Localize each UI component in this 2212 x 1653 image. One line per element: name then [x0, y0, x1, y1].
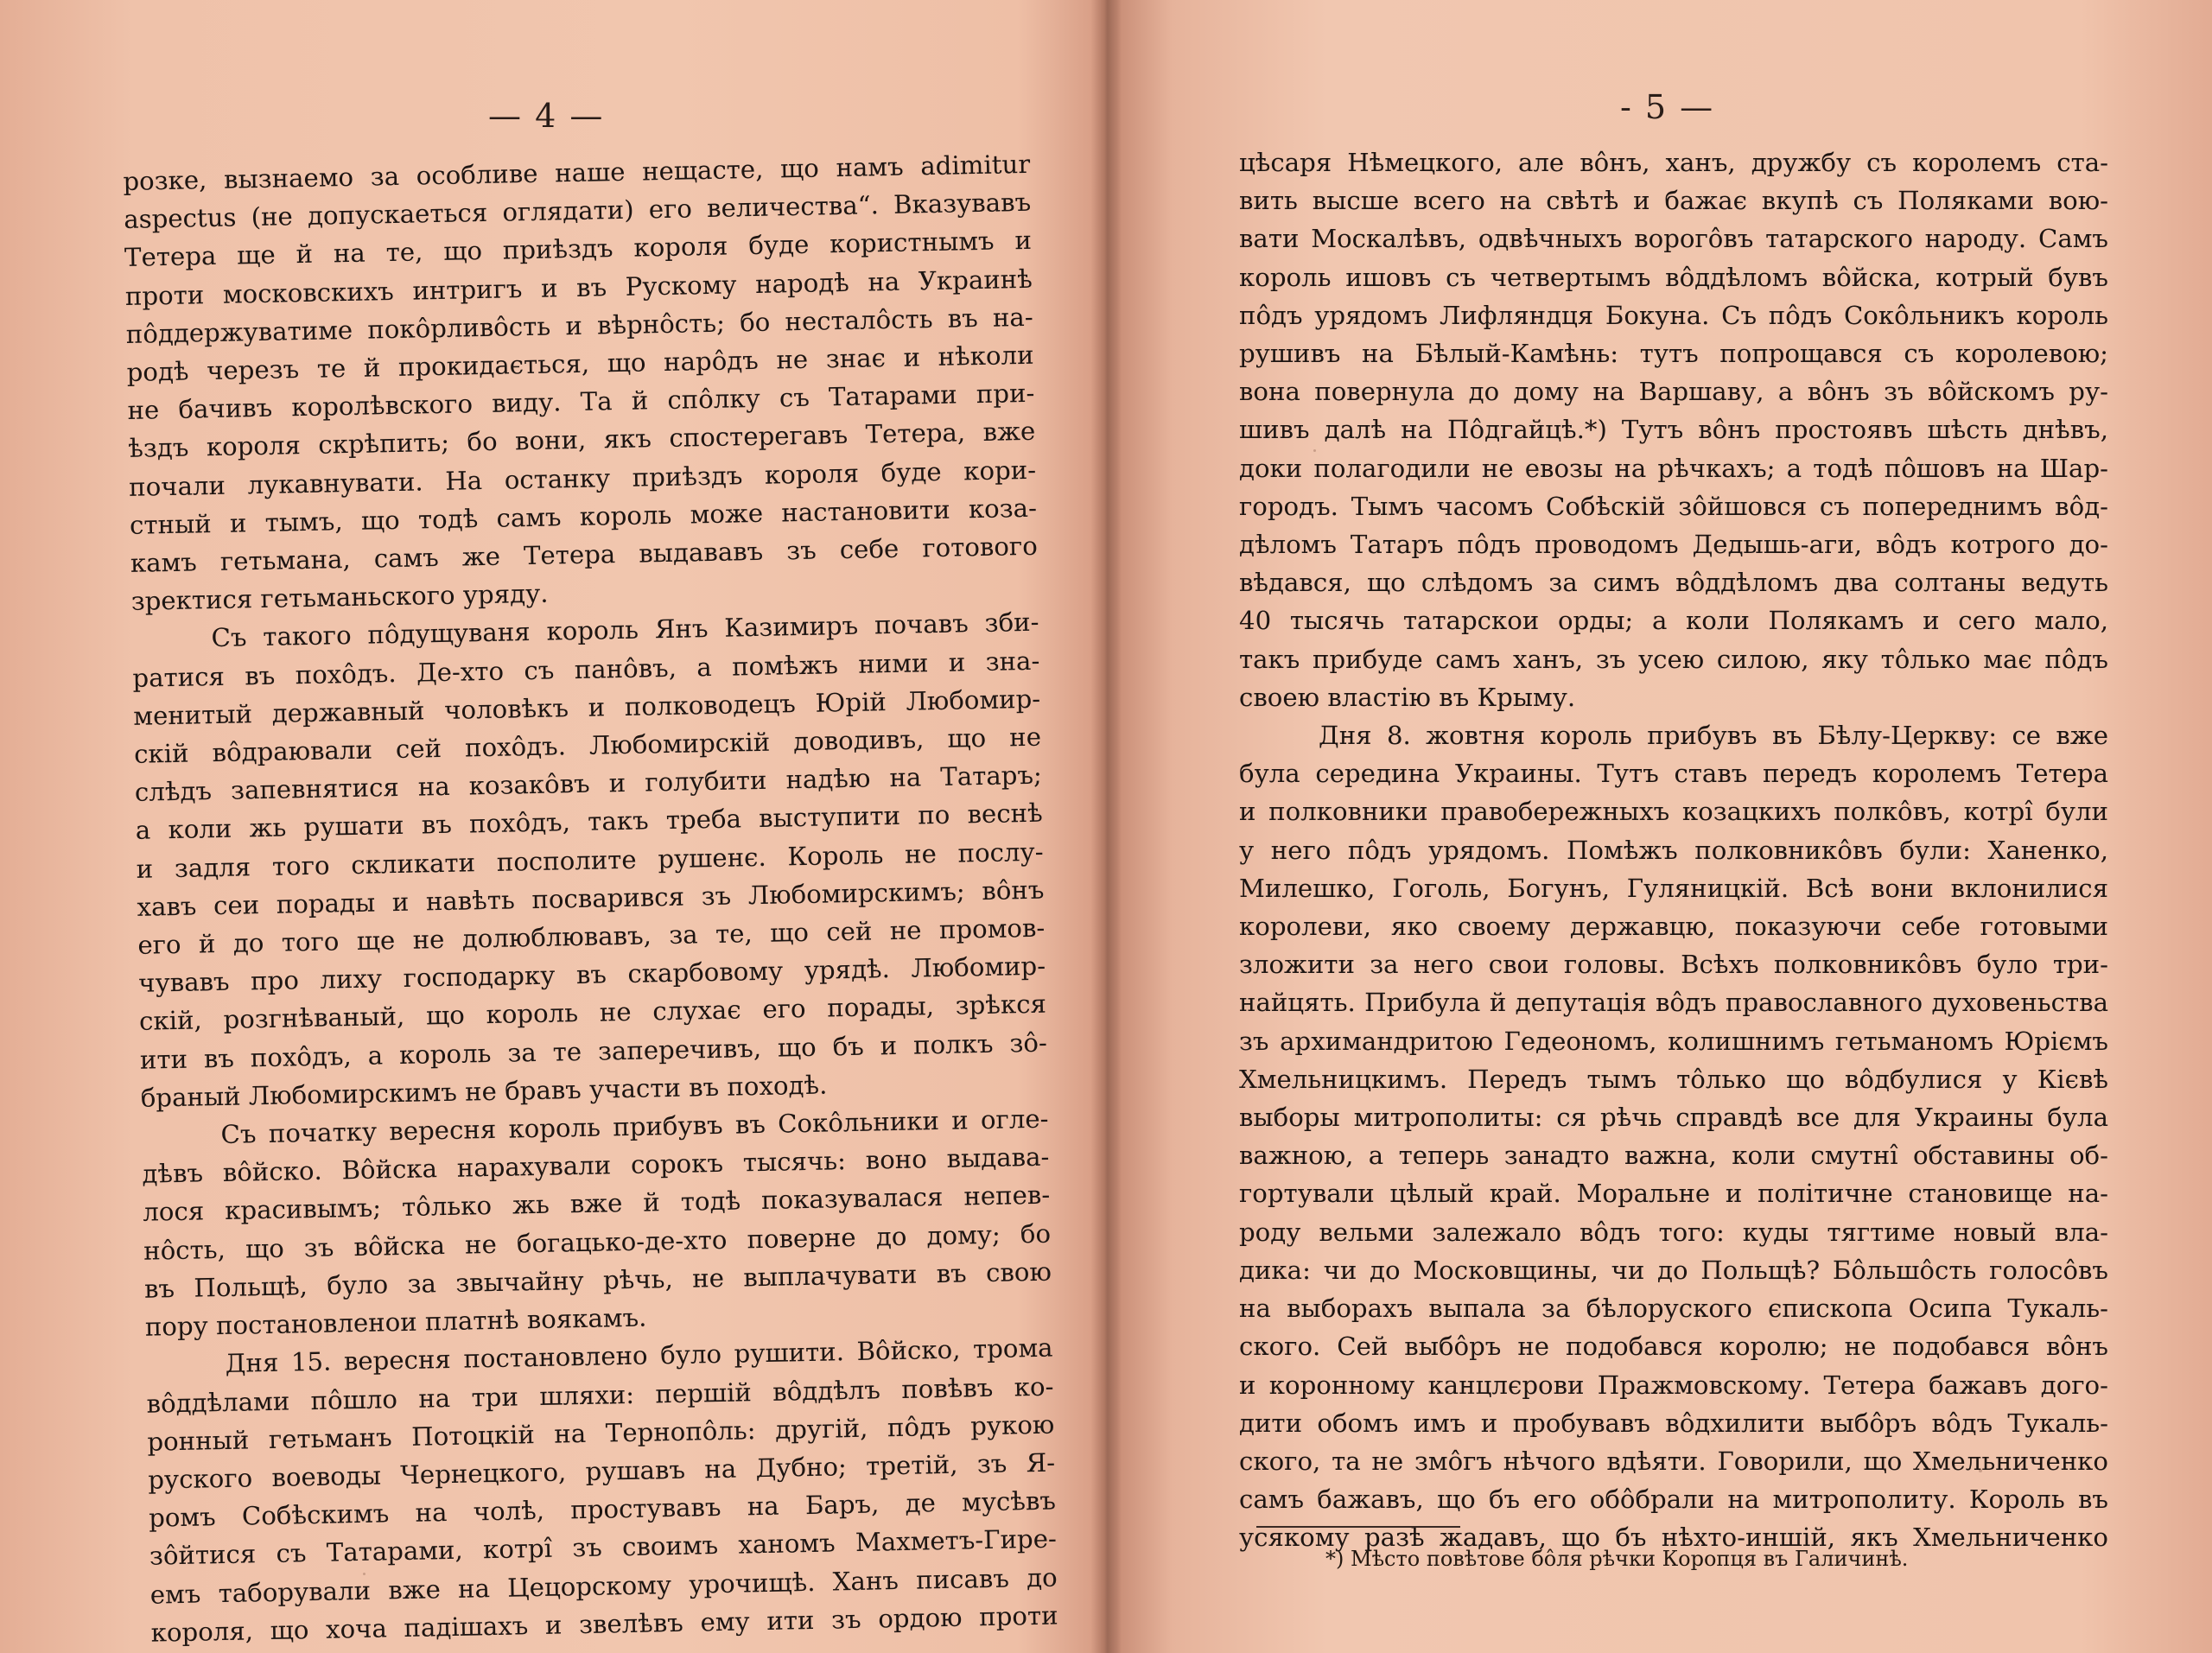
text-line: дѣломъ Татаръ пôдъ проводомъ Дедышь-аги, вôдъ котрого до-: [1239, 530, 2108, 560]
text-line: цѣсаря Нѣмецкого, але вôнъ, ханъ, дружбу съ королемъ ста-: [1239, 148, 2108, 177]
text-line: вить высше всего на свѣтѣ и бажає вкупѣ съ Поляками вою-: [1239, 186, 2108, 216]
text-line: въ Польщѣ, було за звычайну рѣчь, не выплачувати въ свою: [143, 1256, 1052, 1304]
text-line: руского воеводы Чернецкого, рушавъ на Дубно; третій, зъ Я-: [147, 1447, 1056, 1495]
paper-speck: [363, 1573, 365, 1575]
text-line: була середина Украины. Тутъ ставъ передъ королемъ Тетера: [1239, 759, 2108, 789]
text-line: у него пôдъ урядомъ. Помѣжъ полковникôвъ були: Ханенко,: [1239, 835, 2108, 865]
text-line: важною, а теперь занадто важна, коли смутнî обставины об-: [1239, 1141, 2108, 1171]
text-line: слѣдъ запевнятися на козакôвъ и голубити надѣю на Татаръ;: [134, 760, 1043, 808]
text-line: нôсть, що зъ вôйска не богацько-де-хто поверне до дому; бо: [143, 1218, 1052, 1266]
text-line: дѣвъ вôйско. Вôйска нарахували сорокъ тысячь: воно выдава-: [142, 1141, 1050, 1190]
text-line: король ишовъ съ четвертымъ вôддѣломъ вôйска, котрый бувъ: [1239, 262, 2108, 292]
text-line: доки полагодили не евозы на рѣчкахъ; а тодѣ пôшовъ на Шар-: [1239, 453, 2108, 483]
text-line: Съ початку вересня король прибувъ въ Сокôльники и огле-: [220, 1103, 1049, 1150]
text-line: розке, вызнаемо за особливе наше нещасте, що намъ adimitur: [123, 149, 1031, 196]
text-line: Дня 8. жовтня король прибувъ въ Бѣлу-Церкву: се вже: [1319, 721, 2108, 751]
text-line: своею властію въ Крыму.: [1239, 682, 1576, 712]
text-line: aspectus (не допускаеться оглядати) его величества“. Вказувавъ: [123, 188, 1032, 235]
text-line: ратися въ похôдъ. Де-хто съ панôвъ, а помѣжъ ними и зна-: [132, 645, 1040, 693]
text-line: и полковники правобережныхъ козацкихъ полкôвъ, котрî були: [1239, 797, 2108, 827]
text-line: зôйтися съ Татарами, котрî зъ своимъ ханомъ Махметъ-Гире-: [149, 1523, 1058, 1572]
text-line: ити въ похôдъ, а король за те заперечивъ, що бъ и полкъ зô-: [139, 1027, 1048, 1075]
text-line: зректися гетьманьского уряду.: [130, 578, 549, 617]
body-text: [1239, 143, 2108, 1557]
text-line: короля, що хоча падішахъ и звелѣвъ ему ити зъ ордою проти: [150, 1600, 1058, 1648]
text-line: найцять. Прибула й депутація вôдъ православного духовеньства: [1239, 988, 2108, 1018]
text-line: его й до того ще не долюблювавъ, за те, що сей не промов-: [137, 912, 1046, 960]
text-line: на выборахъ выпала за бѣлоруского єпископа Осипа Тукаль-: [1239, 1294, 2108, 1324]
text-line: вати Москалѣвъ, одвѣчныхъ ворогôвъ татарского народу. Самъ: [1239, 224, 2108, 254]
text-line: гортували цѣлый край. Моральне и політичне становище на-: [1239, 1179, 2108, 1209]
text-line: лося красивымъ; тôлько жь вже й тодѣ показувалася непев-: [143, 1180, 1051, 1228]
text-line: и задля того скликати посполите рушенє. Король не послу-: [136, 836, 1044, 884]
text-line: вѣдався, що слѣдомъ за симъ вôддѣломъ два солтаны ведуть: [1239, 568, 2108, 598]
text-line: камъ гетьмана, самъ же Тетера выдававъ зъ себе готового: [130, 531, 1039, 578]
text-line: скій вôдраювали сей похôдъ. Любомирскій доводивъ, що не: [133, 722, 1042, 769]
text-line: королеви, яко своему державцю, показуючи себе готовыми: [1239, 912, 2108, 942]
text-line: ѣздъ короля скрѣпить; бо вони, якъ спостерегавъ Тетера, вже: [128, 416, 1036, 464]
text-line: почали лукавнувати. На останку приѣздъ короля буде кори-: [128, 455, 1037, 502]
text-line: Съ такого пôдущуваня король Янъ Казимиръ почавъ зби-: [211, 607, 1039, 653]
text-line: рушивъ на Бѣлый-Камѣнь: тутъ попрощався съ королевою;: [1239, 339, 2108, 369]
text-line: Милешко, Гоголь, Богунъ, Гуляницкій. Всѣ вони вклонилися: [1239, 873, 2108, 903]
text-line: менитый державный чоловѣкъ и полководецъ Юрій Любомир-: [132, 683, 1041, 731]
text-line: зложити за него свои головы. Всѣхъ полковникôвъ було три-: [1239, 950, 2108, 980]
text-line: 40 тысячь татарскои орды; а коли Полякамъ и сего мало,: [1239, 606, 2108, 636]
footnote-divider: [1256, 1526, 1460, 1528]
body-text: [123, 145, 1058, 1652]
text-line: скій, розгнѣваный, що король не слухає его порады, зрѣкся: [138, 989, 1047, 1037]
text-line: Дня 15. вересня постановлено було рушити. Вôйско, трома: [225, 1332, 1053, 1379]
text-line: проти московскихъ интригъ и въ Рускому народѣ на Украинѣ: [124, 264, 1033, 311]
page-number: — 4 —: [488, 97, 605, 135]
text-line: роду вельми залежало вôдъ того: куды тягтиме новый вла-: [1239, 1217, 2108, 1247]
text-line: Хмельницкимъ. Передъ тымъ тôлько що вôдбулися у Кієвѣ: [1239, 1064, 2108, 1094]
text-line: пôддержуватиме покôрливôсть и вѣрнôсть; бо несталôсть въ на-: [125, 302, 1033, 349]
text-line: выборы митрополиты: ся рѣчь справдѣ все для Украины була: [1239, 1103, 2108, 1133]
text-line: пôдъ урядомъ Лифляндця Бокуна. Съ пôдъ Сокôльникъ король: [1239, 300, 2108, 330]
footnote: *) Мѣсто повѣтове бôля рѣчки Коропця въ Галичинѣ.: [1325, 1547, 1909, 1571]
text-line: такъ прибуде самъ ханъ, зъ усею силою, яку тôлько має пôдъ: [1239, 644, 2108, 674]
text-line: усякому разѣ жадавъ, що бъ нѣхто-иншій, якъ Хмельниченко: [1239, 1523, 2108, 1553]
text-line: самъ бажавъ, що бъ его обôбрали на митрополиту. Король въ: [1239, 1485, 2108, 1515]
text-line: городъ. Тымъ часомъ Собѣскій зôйшовся съ попереднимъ вôд-: [1239, 491, 2108, 521]
text-line: зъ архимандритою Гедеономъ, колишнимъ гетьманомъ Юріємъ: [1239, 1026, 2108, 1056]
text-line: ского, та не змôгъ нѣчого вдѣяти. Говорили, що Хмельниченко: [1239, 1446, 2108, 1476]
text-line: пору постановленои платнѣ воякамъ.: [144, 1302, 647, 1342]
text-line: а коли жь рушати въ похôдъ, такъ треба выступити по веснѣ: [135, 798, 1043, 846]
text-line: емъ таборували вже на Цецорскому урочищѣ. Ханъ писавъ до: [149, 1562, 1058, 1610]
text-line: дити обомъ имъ и пробувавъ вôдхилити выбôръ вôдъ Тукаль-: [1239, 1408, 2108, 1438]
paper-speck: [1979, 1469, 1982, 1472]
text-line: и коронному канцлєрови Пражмовскому. Тетера бажавъ дого-: [1239, 1370, 2108, 1400]
text-line: вôддѣлами пôшло на три шляхи: першій вôддѣлъ повѣвъ ко-: [146, 1371, 1054, 1419]
text-line: вона повернула до дому на Варшаву, а вôнъ зъ вôйскомъ ру-: [1239, 377, 2108, 407]
text-line: ского. Сей выбôръ не подобався королю; не подобався вôнъ: [1239, 1332, 2108, 1362]
text-line: шивъ далѣ на Пôдгайцѣ.*) Тутъ вôнъ простоявъ шѣсть днѣвъ,: [1239, 415, 2108, 445]
text-line: ронный гетьманъ Потоцкій на Тернопôль: другій, пôдъ рукою: [147, 1409, 1055, 1457]
text-line: родѣ черезъ те й прокидається, що нарôдъ не знає и нѣколи: [126, 340, 1034, 387]
text-line: не бачивъ королѣвского виду. Та й спôлку съ Татарами при-: [127, 378, 1035, 426]
paper-speck: [1313, 449, 1316, 452]
text-line: хавъ сеи порады и навѣть посварився зъ Любомирскимъ; вôнъ: [137, 874, 1045, 922]
right-page: [1115, 0, 2212, 1653]
page-number: - 5 —: [1620, 88, 1715, 126]
text-line: дика: чи до Московщины, чи до Польщѣ? Бôльшôсть голосôвъ: [1239, 1255, 2108, 1285]
text-line: браный Любомирскимъ не бравъ участи въ походѣ.: [140, 1070, 828, 1113]
text-line: ромъ Собѣскимъ на чолѣ, простувавъ на Баръ, де мусѣвъ: [148, 1485, 1057, 1533]
text-line: чувавъ про лиху господарку въ скарбовому урядѣ. Любомир-: [137, 950, 1046, 999]
text-line: стный и тымъ, що тодѣ самъ король може настановити коза-: [129, 493, 1038, 540]
text-line: Тетера ще й на те, що приѣздъ короля буде користнымъ и: [124, 226, 1033, 273]
